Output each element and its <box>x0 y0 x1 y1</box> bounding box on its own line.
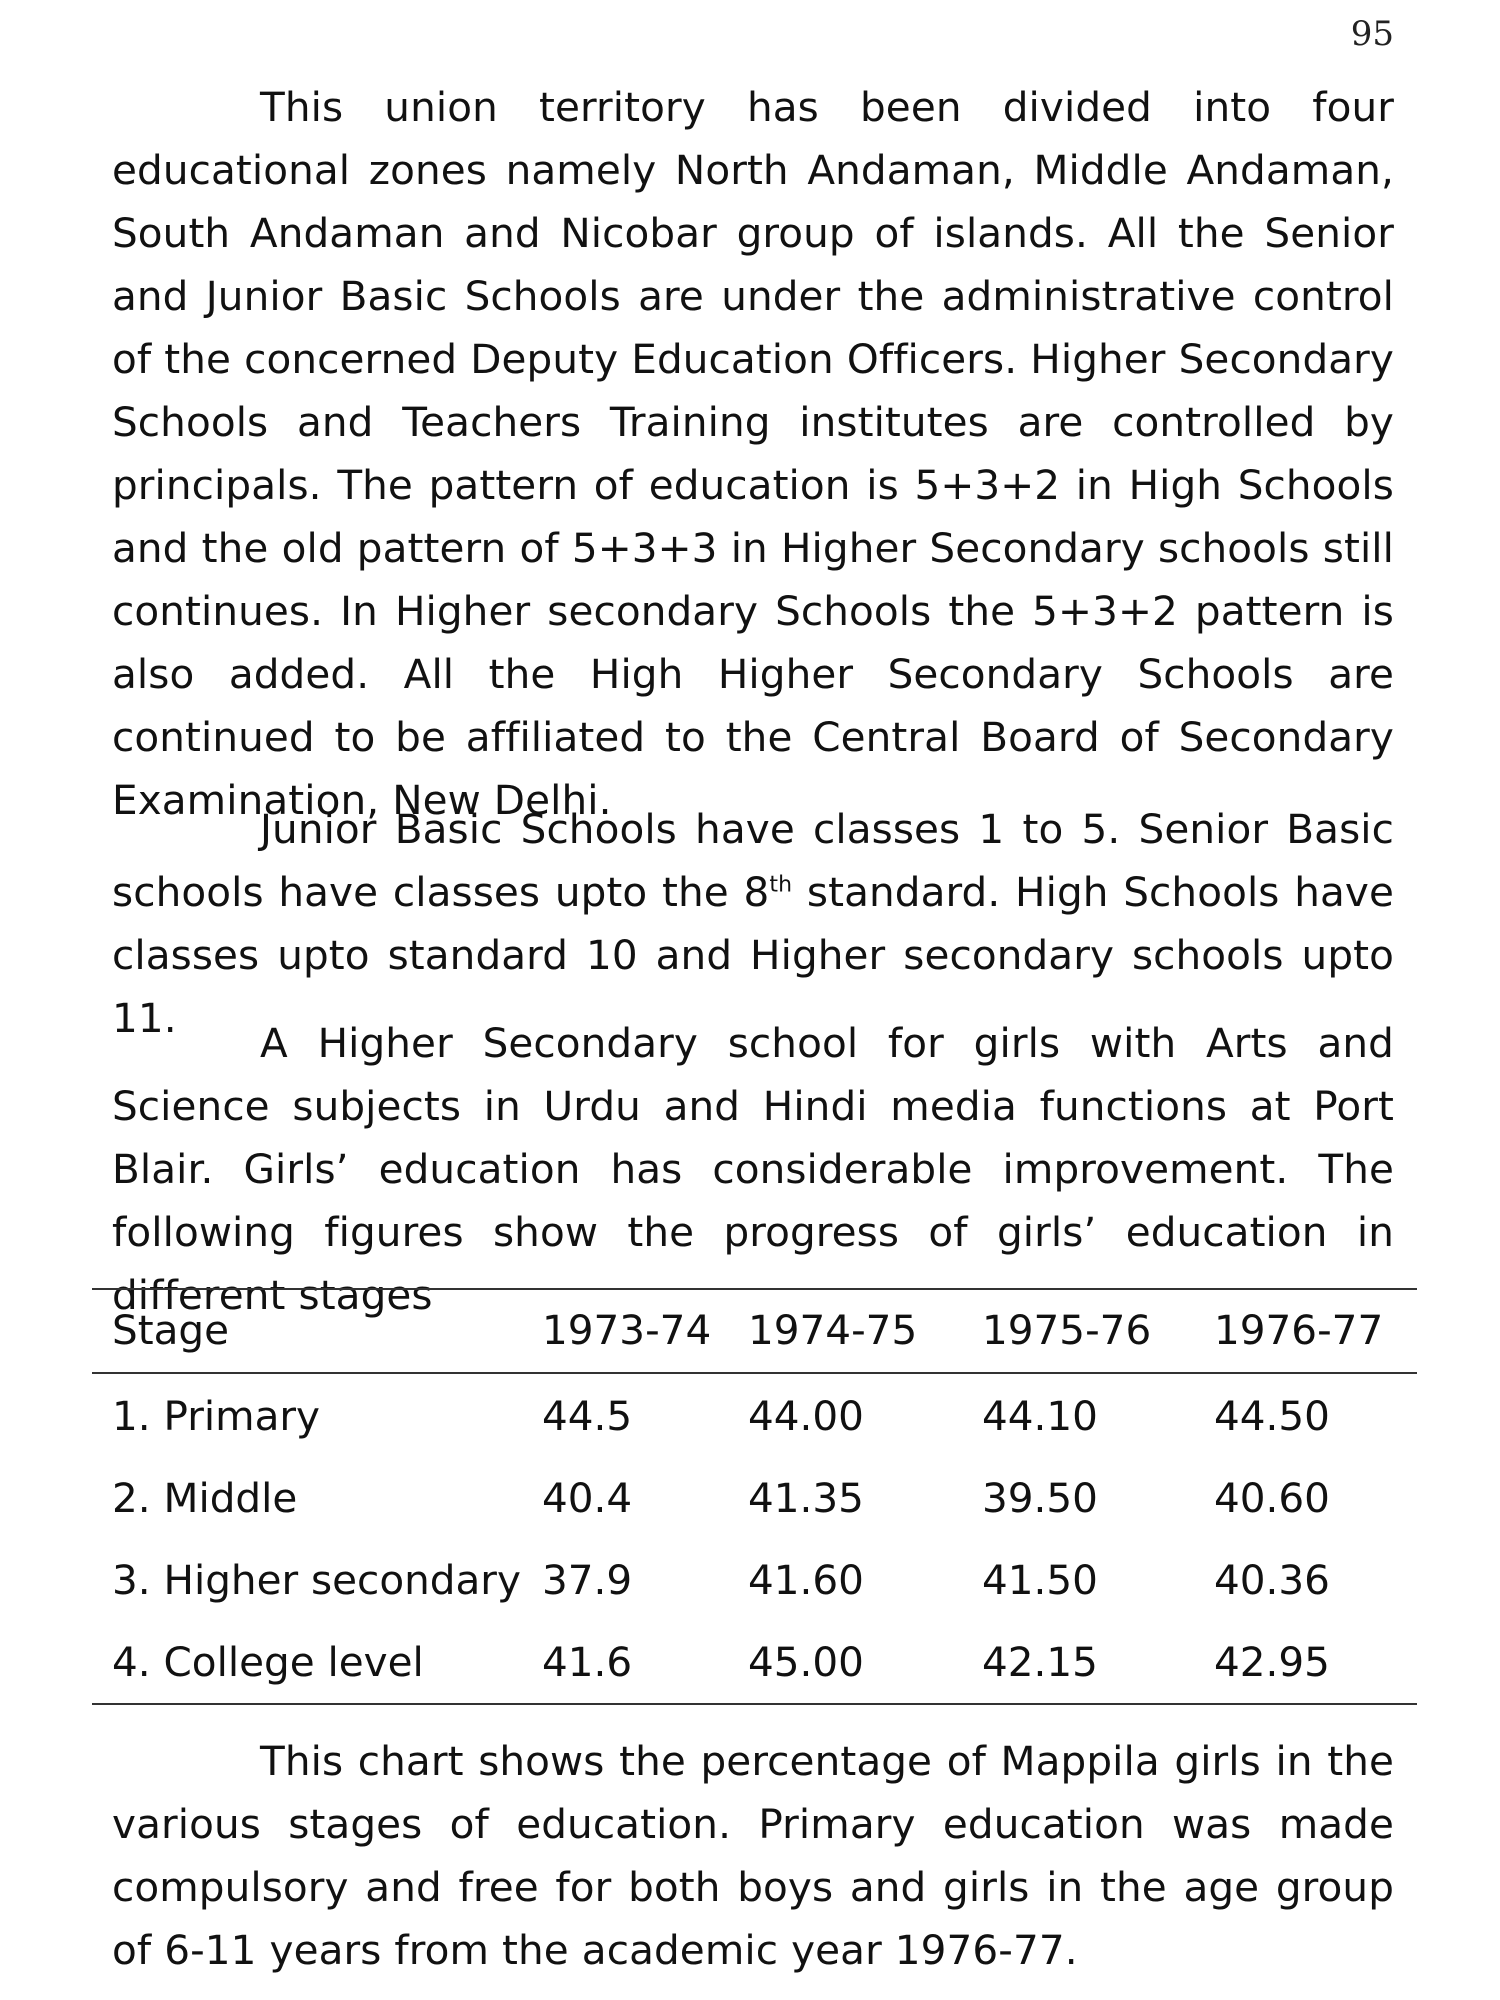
paragraph-chart-note-text: This chart shows the percentage of Mappila girls in the various stages of education. Primary education was made compulsory and free for both boys and girls in the age group of 6-11 years from the academic year 1976-77. <box>112 1737 1394 1974</box>
table-cell: 44.10 <box>982 1392 1098 1440</box>
table-top-rule <box>92 1288 1417 1290</box>
table-cell-stage: 4. College level <box>112 1638 424 1686</box>
table-cell-stage: 2. Middle <box>112 1474 298 1522</box>
table-cell: 41.35 <box>748 1474 864 1522</box>
table-cell: 44.50 <box>1214 1392 1330 1440</box>
table-header-1974-75: 1974-75 <box>748 1306 918 1354</box>
table-bottom-rule <box>92 1703 1417 1705</box>
table-cell: 40.36 <box>1214 1556 1330 1604</box>
table-header-stage: Stage <box>112 1306 230 1354</box>
ordinal-superscript: th <box>769 872 793 898</box>
table-header-1973-74: 1973-74 <box>542 1306 712 1354</box>
table-header-1976-77: 1976-77 <box>1214 1306 1384 1354</box>
paragraph-zones-text: This union territory has been divided into four educational zones namely North Andaman, Middle Andaman, South Andaman and Nicobar group of islands. All the Senior and Junior Basic Schools are under the administrative control of the concerned Deputy Education Officers. Higher Secondary Schools and Teachers Training institutes are controlled by principals. The pattern of education is 5+3+2 in High Schools and the old pattern of 5+3+3 in Higher Secondary schools still continues. In Higher secondary Schools the 5+3+2 pattern is also added. All the High Higher Secondary Schools are continued to be affiliated to the Central Board of Secondary Examination, New Delhi. <box>112 83 1394 824</box>
page-number: 95 <box>1350 14 1394 54</box>
table-cell: 44.00 <box>748 1392 864 1440</box>
paragraph-girls-school-text: A Higher Secondary school for girls with Arts and Science subjects in Urdu and Hindi media functions at Port Blair. Girls’ education has considerable improvement. The following figures show the progress of girls’ education in different stages <box>112 1019 1394 1319</box>
table-cell: 37.9 <box>542 1556 633 1604</box>
table-cell: 40.60 <box>1214 1474 1330 1522</box>
table-cell-stage: 1. Primary <box>112 1392 321 1440</box>
table-cell: 44.5 <box>542 1392 633 1440</box>
paragraph-classes-text-b: standard. High Schools have classes upto standard 10 and Higher secondary schools upto 11. <box>112 868 1395 1042</box>
table-cell: 39.50 <box>982 1474 1098 1522</box>
table-cell: 40.4 <box>542 1474 633 1522</box>
paragraph-classes-text-a: Junior Basic Schools have classes 1 to 5. Senior Basic schools have classes upto the 8 <box>112 805 1394 916</box>
table-cell: 41.6 <box>542 1638 633 1686</box>
table-cell: 42.95 <box>1214 1638 1330 1686</box>
table-cell: 41.60 <box>748 1556 864 1604</box>
table-cell: 45.00 <box>748 1638 864 1686</box>
paragraph-girls-school <box>112 1012 1394 1327</box>
table-cell: 41.50 <box>982 1556 1098 1604</box>
table-cell-stage: 3. Higher secondary <box>112 1556 521 1604</box>
table-header-1975-76: 1975-76 <box>982 1306 1152 1354</box>
paragraph-zones <box>112 76 1394 832</box>
table-header-rule <box>92 1372 1417 1374</box>
table-cell: 42.15 <box>982 1638 1098 1686</box>
paragraph-chart-note <box>112 1730 1394 1982</box>
